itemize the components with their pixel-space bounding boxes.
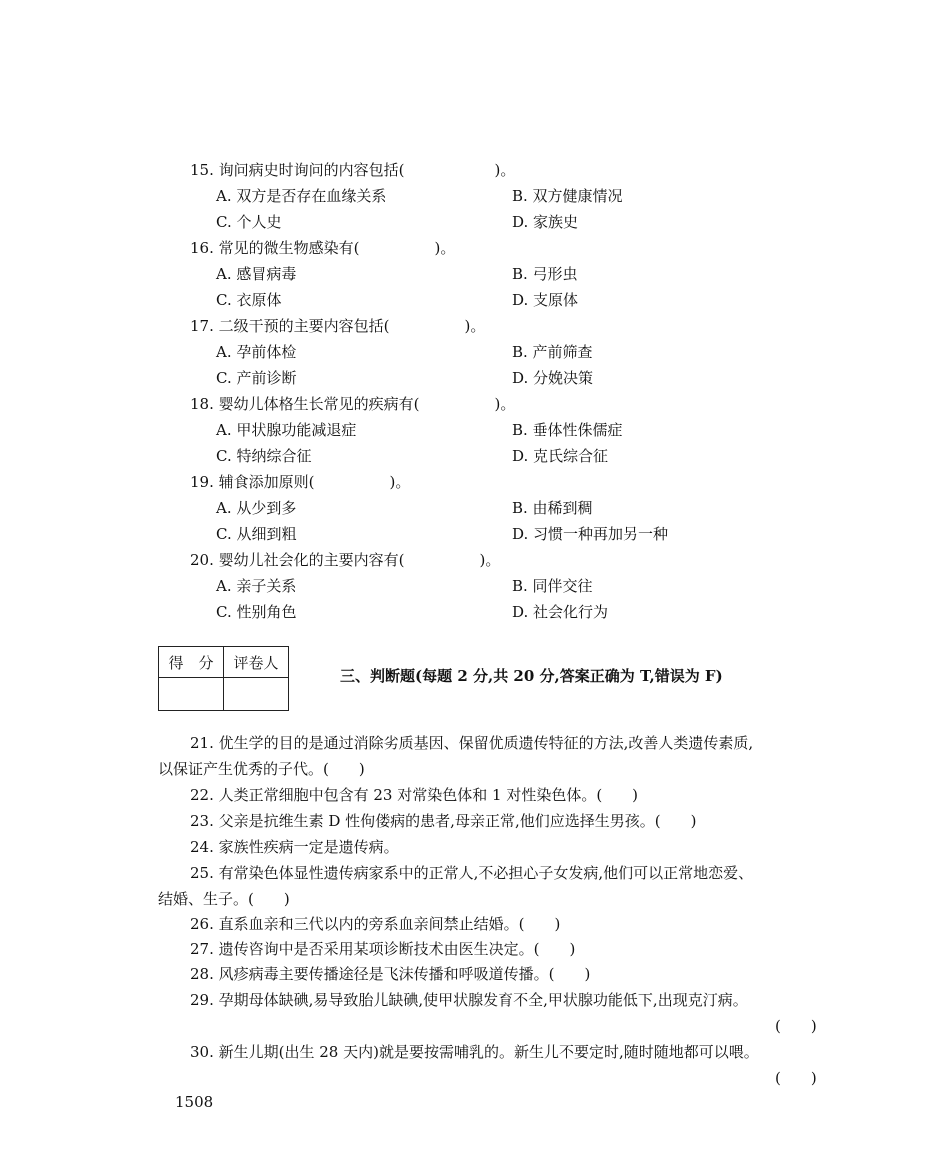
question-18-option-d: D. 克氏综合征	[512, 447, 609, 465]
question-18-option-a: A. 甲状腺功能减退症	[216, 421, 357, 439]
question-19-option-a: A. 从少到多	[216, 499, 297, 517]
score-cell	[159, 678, 224, 711]
question-20-option-c: C. 性别角色	[216, 603, 297, 621]
question-20-option-a: A. 亲子关系	[216, 577, 297, 595]
question-18-stem: 18. 婴幼儿体格生长常见的疾病有( )。	[190, 395, 516, 413]
question-18-option-b: B. 垂体性侏儒症	[512, 421, 623, 439]
tf-question-25-line-1: 25. 有常染色体显性遗传病家系中的正常人,不必担心子女发病,他们可以正常地恋爱、	[190, 864, 754, 882]
question-16-option-c: C. 衣原体	[216, 291, 282, 309]
question-16-option-a: A. 感冒病毒	[216, 265, 297, 283]
grader-cell	[224, 678, 289, 711]
question-20-stem: 20. 婴幼儿社会化的主要内容有( )。	[190, 551, 501, 569]
question-15-option-a: A. 双方是否存在血缘关系	[216, 187, 387, 205]
question-16-option-d: D. 支原体	[512, 291, 579, 309]
tf-question-24: 24. 家族性疾病一定是遗传病。	[190, 838, 399, 856]
score-label: 得 分	[159, 647, 224, 678]
question-16-option-b: B. 弓形虫	[512, 265, 578, 283]
tf-question-25-line-2: 结婚、生子。( )	[158, 890, 290, 908]
grader-label: 评卷人	[224, 647, 289, 678]
question-18-option-c: C. 特纳综合征	[216, 447, 312, 465]
question-19-option-b: B. 由稀到稠	[512, 499, 593, 517]
question-20-option-b: B. 同伴交往	[512, 577, 593, 595]
question-16-stem: 16. 常见的微生物感染有( )。	[190, 239, 456, 257]
question-15-stem: 15. 询问病史时询问的内容包括( )。	[190, 161, 516, 179]
question-15-option-c: C. 个人史	[216, 213, 282, 231]
question-17-stem: 17. 二级干预的主要内容包括( )。	[190, 317, 486, 335]
question-15-option-d: D. 家族史	[512, 213, 579, 231]
tf-question-29-answer: ( )	[775, 1017, 817, 1035]
tf-question-28: 28. 风疹病毒主要传播途径是飞沫传播和呼吸道传播。( )	[190, 965, 591, 983]
question-19-option-c: C. 从细到粗	[216, 525, 297, 543]
tf-question-30: 30. 新生儿期(出生 28 天内)就是要按需哺乳的。新生儿不要定时,随时随地都可以喂。	[190, 1043, 759, 1061]
score-box	[158, 646, 289, 711]
tf-question-30-answer: ( )	[775, 1069, 817, 1087]
tf-question-21-line-1: 21. 优生学的目的是通过消除劣质基因、保留优质遗传特征的方法,改善人类遗传素质,	[190, 734, 754, 752]
question-17-option-c: C. 产前诊断	[216, 369, 297, 387]
tf-question-21-line-2: 以保证产生优秀的子代。( )	[158, 760, 365, 778]
page-number: 1508	[175, 1093, 214, 1111]
question-17-option-b: B. 产前筛查	[512, 343, 593, 361]
tf-question-27: 27. 遗传咨询中是否采用某项诊断技术由医生决定。( )	[190, 940, 576, 958]
tf-question-26: 26. 直系血亲和三代以内的旁系血亲间禁止结婚。( )	[190, 915, 561, 933]
question-15-option-b: B. 双方健康情况	[512, 187, 623, 205]
question-19-stem: 19. 辅食添加原则( )。	[190, 473, 411, 491]
question-17-option-d: D. 分娩决策	[512, 369, 594, 387]
section-3-title: 三、判断题(每题 2 分,共 20 分,答案正确为 T,错误为 F)	[340, 667, 723, 685]
question-19-option-d: D. 习惯一种再加另一种	[512, 525, 669, 543]
question-17-option-a: A. 孕前体检	[216, 343, 297, 361]
tf-question-23: 23. 父亲是抗维生素 D 性佝偻病的患者,母亲正常,他们应选择生男孩。( )	[190, 812, 697, 830]
tf-question-29: 29. 孕期母体缺碘,易导致胎儿缺碘,使甲状腺发育不全,甲状腺功能低下,出现克汀病。	[190, 991, 748, 1009]
tf-question-22: 22. 人类正常细胞中包含有 23 对常染色体和 1 对性染色体。( )	[190, 786, 639, 804]
question-20-option-d: D. 社会化行为	[512, 603, 609, 621]
